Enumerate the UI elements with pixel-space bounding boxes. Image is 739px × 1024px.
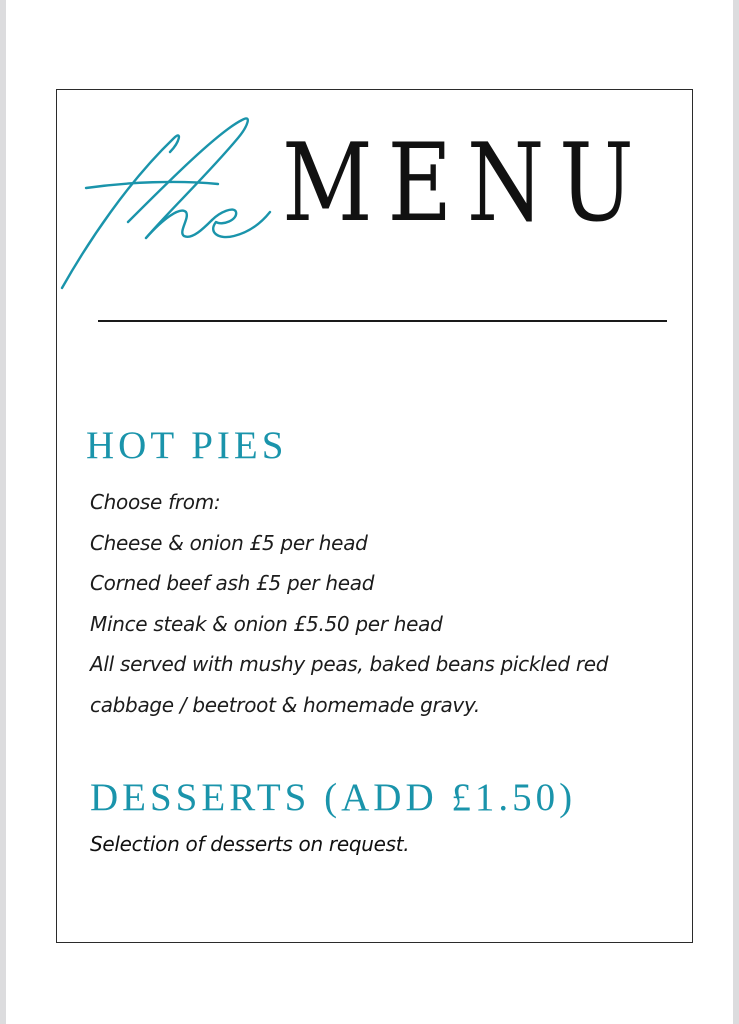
desserts-heading: DESSERTS (ADD £1.50): [90, 776, 577, 819]
list-item: Corned beef ash £5 per head: [90, 571, 375, 595]
menu-page: [6, 0, 733, 1024]
hot-pies-list: [90, 482, 608, 725]
script-the-lettering: [58, 112, 278, 294]
list-item: Cheese & onion £5 per head: [90, 530, 368, 555]
menu-title: MENU: [282, 121, 649, 246]
list-item: All served with mushy peas, baked beans pickled red: [90, 652, 609, 676]
list-item: cabbage / beetroot & homemade gravy.: [90, 692, 480, 717]
list-item: Mince steak & onion £5.50 per head: [90, 611, 443, 636]
hot-pies-heading: HOT PIES: [86, 424, 288, 467]
desserts-note: Selection of desserts on request.: [90, 832, 410, 856]
list-item: Choose from:: [90, 490, 221, 514]
title-divider: [98, 320, 667, 322]
